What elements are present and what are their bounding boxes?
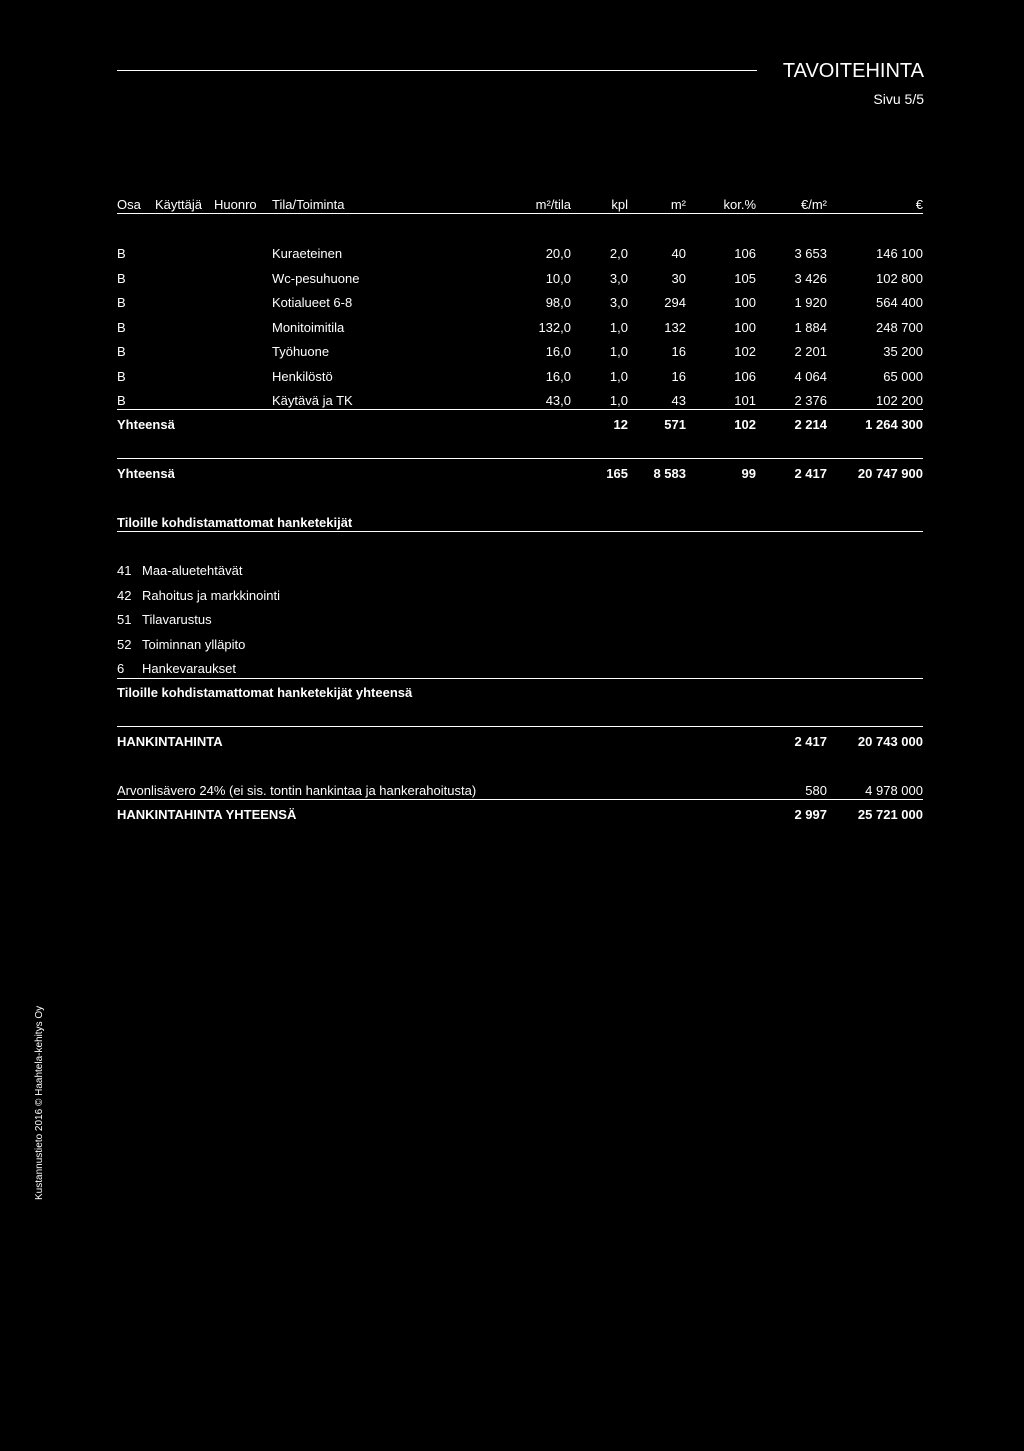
cell-m2tila: 43,0 (545, 393, 571, 408)
cell-m2: 40 (671, 246, 686, 261)
subtotal-rule (117, 409, 923, 410)
subtotal-kor: 102 (734, 417, 756, 432)
header-rule (117, 70, 757, 71)
cell-m2tila: 132,0 (538, 319, 571, 335)
cell-m2: 132 (664, 319, 686, 335)
cell-eurm2: 2 201 (794, 344, 827, 359)
item-code: 42 (117, 587, 132, 603)
cell-kor: 100 (734, 319, 756, 335)
cell-eurm2: 1 884 (794, 319, 827, 335)
item-code: 52 (117, 636, 132, 652)
grand-total-eur: 25 721 000 (857, 807, 923, 822)
cell-m2: 16 (671, 344, 686, 359)
item-name: Rahoitus ja markkinointi (142, 587, 281, 603)
grand-total-rule (117, 799, 923, 800)
item-name: Toiminnan ylläpito (142, 636, 246, 652)
cell-m2tila: 10,0 (545, 270, 571, 286)
cell-eurm2: 3 653 (794, 246, 827, 261)
unallocated-title: Tiloille kohdistamattomat hanketekijät (117, 515, 353, 530)
cell-tila: Wc-pesuhuone (272, 270, 360, 286)
total-rule (117, 458, 923, 459)
total-eur: 20 747 900 (857, 466, 923, 481)
table-row (0, 271, 1024, 291)
cell-eurm2: 4 064 (794, 368, 827, 384)
vat-row (0, 783, 1024, 803)
subtotal-kpl: 12 (613, 417, 628, 432)
total-m2: 8 583 (653, 466, 686, 481)
hankintahinta-eurm2: 2 417 (794, 734, 827, 749)
subtotal-label: Yhteensä (117, 417, 175, 432)
cell-osa: B (117, 393, 126, 408)
page-title: TAVOITEHINTA (782, 60, 924, 82)
cell-tila: Kotialueet 6-8 (272, 295, 353, 310)
grand-total-label: HANKINTAHINTA YHTEENSÄ (117, 807, 297, 822)
item-code: 6 (117, 661, 125, 676)
cell-eurm2: 3 426 (794, 270, 827, 286)
grand-total-eurm2: 2 997 (794, 807, 827, 822)
hankintahinta-label: HANKINTAHINTA (117, 734, 223, 749)
unallocated-rule (117, 531, 923, 532)
col-eur: € (915, 197, 923, 212)
table-row (0, 246, 1024, 266)
cell-eur: 65 000 (883, 368, 923, 384)
cell-tila: Monitoimitila (272, 319, 345, 335)
subtotal-m2: 571 (664, 417, 686, 432)
cell-m2: 16 (671, 368, 686, 384)
table-row (0, 393, 1024, 413)
cell-osa: B (117, 344, 126, 359)
cell-eurm2: 1 920 (794, 295, 827, 310)
total-eurm2: 2 417 (794, 466, 827, 481)
cell-kpl: 2,0 (609, 246, 628, 261)
cell-m2: 30 (671, 270, 686, 286)
list-item (0, 588, 1024, 608)
item-name: Maa-aluetehtävät (142, 563, 243, 578)
col-eurm2: €/m² (801, 197, 827, 212)
item-code: 41 (117, 563, 132, 578)
cell-kor: 106 (734, 368, 756, 384)
cell-m2: 43 (671, 393, 686, 408)
page-number: Sivu 5/5 (873, 91, 924, 107)
item-code: 51 (117, 612, 132, 627)
grand-total-row (0, 807, 1024, 827)
cell-eur: 564 400 (876, 295, 923, 310)
item-name: Hankevaraukset (142, 661, 236, 676)
item-name: Tilavarustus (142, 612, 212, 627)
cell-kpl: 1,0 (609, 344, 628, 359)
header-underline (117, 213, 923, 214)
hankintahinta-eur: 20 743 000 (857, 734, 923, 749)
unallocated-total-rule (117, 678, 923, 679)
cell-kpl: 3,0 (609, 295, 628, 310)
cell-osa: B (117, 246, 126, 261)
cell-tila: Henkilöstö (272, 368, 333, 384)
cell-osa: B (117, 319, 126, 335)
cell-tila: Kuraeteinen (272, 246, 343, 261)
unallocated-total-label: Tiloille kohdistamattomat hanketekijät yhteensä (117, 685, 413, 700)
cell-kpl: 3,0 (609, 270, 628, 286)
vat-eurm2: 580 (805, 783, 827, 798)
hankintahinta-rule (117, 726, 923, 727)
cell-osa: B (117, 368, 126, 384)
hankintahinta-row (0, 734, 1024, 754)
cell-kor: 100 (734, 295, 756, 310)
list-item (0, 637, 1024, 657)
total-label: Yhteensä (117, 466, 175, 481)
cell-tila: Käytävä ja TK (272, 393, 353, 408)
cell-kpl: 1,0 (609, 393, 628, 408)
copyright-note: Kustannustieto 2016 © Haahtela-kehitys Oy (34, 1005, 45, 1200)
cell-eur: 146 100 (876, 246, 923, 261)
list-item (0, 563, 1024, 583)
subtotal-row (0, 417, 1024, 437)
cell-kor: 105 (734, 270, 756, 286)
cell-tila: Työhuone (272, 344, 330, 359)
cell-eur: 248 700 (876, 319, 923, 335)
cell-m2tila: 98,0 (545, 295, 571, 310)
cell-kpl: 1,0 (609, 319, 628, 335)
col-huonro: Huonro (214, 197, 257, 212)
vat-eur: 4 978 000 (865, 783, 923, 798)
cell-eur: 102 800 (876, 270, 923, 286)
cell-eur: 35 200 (883, 344, 923, 359)
col-tila: Tila/Toiminta (272, 197, 345, 212)
col-kayttaja: Käyttäjä (155, 197, 202, 212)
cell-kor: 106 (734, 246, 756, 261)
cell-m2tila: 20,0 (545, 246, 571, 261)
cell-m2: 294 (664, 295, 686, 310)
cell-osa: B (117, 270, 126, 286)
col-kor: kor.% (723, 197, 756, 212)
subtotal-eurm2: 2 214 (794, 417, 827, 432)
table-row (0, 295, 1024, 315)
cell-eurm2: 2 376 (794, 393, 827, 408)
cell-kor: 102 (734, 344, 756, 359)
subtotal-eur: 1 264 300 (865, 417, 923, 432)
table-row (0, 369, 1024, 389)
col-m2tila: m²/tila (535, 197, 571, 212)
cell-kpl: 1,0 (609, 368, 628, 384)
table-row (0, 344, 1024, 364)
list-item (0, 612, 1024, 632)
total-kpl: 165 (606, 466, 628, 481)
table-row (0, 320, 1024, 340)
col-m2: m² (670, 197, 686, 212)
cell-eur: 102 200 (876, 393, 923, 408)
cell-kor: 101 (734, 393, 756, 408)
cell-osa: B (117, 295, 126, 310)
cell-m2tila: 16,0 (545, 344, 571, 359)
total-kor: 99 (741, 466, 756, 481)
vat-label: Arvonlisävero 24% (ei sis. tontin hankintaa ja hankerahoitusta) (117, 783, 477, 798)
col-osa: Osa (117, 197, 141, 212)
cell-m2tila: 16,0 (545, 368, 571, 384)
total-row (0, 466, 1024, 486)
col-kpl: kpl (611, 197, 628, 212)
